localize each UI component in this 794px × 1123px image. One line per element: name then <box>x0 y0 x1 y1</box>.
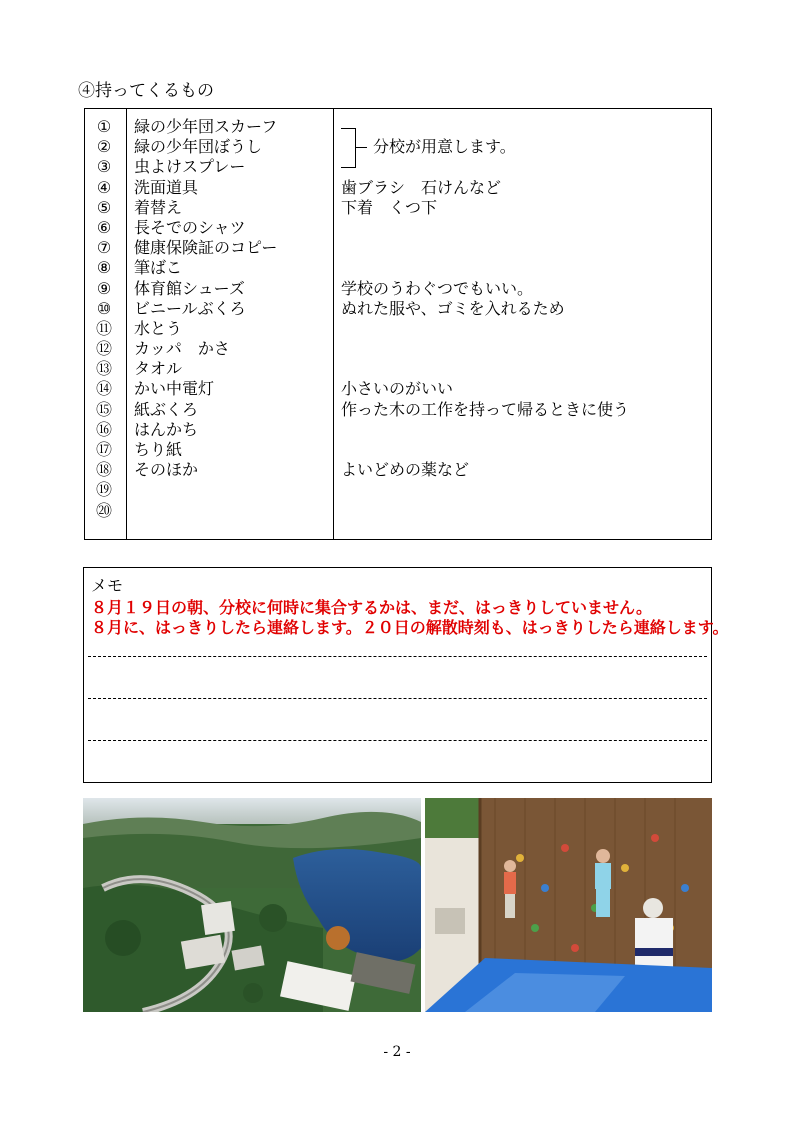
item-note <box>341 359 707 379</box>
item-name: 紙ぶくろ <box>134 399 199 419</box>
item-number: ⑦ <box>96 238 112 258</box>
aerial-photo-illustration <box>83 798 421 1012</box>
item-note: 小さいのがいい <box>341 379 454 399</box>
item-name <box>134 501 334 521</box>
memo-writing-line <box>88 698 707 699</box>
item-name: 虫よけスプレー <box>134 157 246 177</box>
item-note <box>341 117 707 137</box>
item-name: 着替え <box>134 197 183 217</box>
item-number: ⑫ <box>95 339 112 359</box>
item-number: ⑲ <box>95 480 112 500</box>
item-name <box>134 480 334 500</box>
item-note: ぬれた服や、ゴミを入れるため <box>341 298 565 318</box>
item-note: よいどめの薬など <box>341 460 470 480</box>
item-number: ⑨ <box>96 278 112 298</box>
item-name: カッパ かさ <box>134 339 230 359</box>
item-note <box>341 238 707 258</box>
item-note <box>341 420 707 440</box>
item-note <box>341 218 707 238</box>
item-name: ちり紙 <box>134 440 183 459</box>
item-number: ① <box>96 117 112 136</box>
item-name: そのほか <box>134 460 199 480</box>
item-number: ⑳ <box>95 500 112 520</box>
item-number: ⑧ <box>96 258 112 278</box>
item-number: ⑯ <box>95 419 112 439</box>
item-note: 下着 くつ下 <box>341 197 438 217</box>
table-divider <box>126 109 127 539</box>
item-name: 水とう <box>134 318 183 338</box>
item-note <box>341 137 707 157</box>
item-note <box>341 258 707 278</box>
item-name: 体育館シューズ <box>134 278 245 298</box>
section-heading: ④持ってくるもの <box>78 81 214 101</box>
item-number: ⑰ <box>95 440 112 459</box>
item-name: はんかち <box>134 419 199 439</box>
item-name: 健康保険証のコピー <box>134 238 278 258</box>
item-number: ⑥ <box>96 217 112 237</box>
item-number: ⑮ <box>95 399 112 419</box>
item-name: かい中電灯 <box>134 379 215 399</box>
item-number: ⑤ <box>96 197 112 217</box>
memo-box <box>83 567 729 783</box>
item-name: 緑の少年団スカーフ <box>134 117 278 136</box>
bracket-note: 分校が用意します。 <box>373 137 516 156</box>
memo-line-2: ８月に、はっきりしたら連絡します。２０日の解散時刻も、はっきりしたら連絡します。 <box>91 618 729 637</box>
item-note <box>341 440 707 460</box>
item-number: ② <box>96 137 112 157</box>
item-name: タオル <box>134 359 183 379</box>
item-note <box>341 319 707 339</box>
item-note <box>341 157 707 177</box>
item-number: ⑭ <box>95 379 112 399</box>
item-note <box>341 339 707 359</box>
item-number: ⑱ <box>95 460 112 480</box>
item-name-column <box>134 117 334 521</box>
aerial-facility-photo <box>83 798 421 1012</box>
item-note <box>341 480 707 500</box>
item-note: 歯ブラシ 石けんなど <box>341 177 502 197</box>
item-name: 筆ばこ <box>134 258 183 278</box>
item-number: ⑩ <box>96 298 112 318</box>
items-table <box>84 108 712 540</box>
memo-title: メモ <box>91 576 124 595</box>
memo-writing-line <box>88 656 707 657</box>
memo-writing-line <box>88 740 707 741</box>
item-number-column <box>89 117 119 521</box>
item-number: ⑬ <box>95 359 112 379</box>
page-number: - 2 - <box>383 1044 411 1060</box>
memo-line-1: ８月１９日の朝、分校に何時に集合するかは、まだ、はっきりしていません。 <box>91 598 652 617</box>
item-note: 作った木の工作を持って帰るときに使う <box>341 399 630 419</box>
item-note: 学校のうわぐつでもいい。 <box>341 278 534 298</box>
item-number: ④ <box>96 177 112 197</box>
item-note-column <box>341 117 707 521</box>
item-name: ビニールぶくろ <box>134 298 246 318</box>
climbing-wall-photo <box>425 798 712 1012</box>
item-note <box>341 501 707 521</box>
item-number: ③ <box>96 157 112 177</box>
item-name: 長そでのシャツ <box>134 217 246 237</box>
item-name: 洗面道具 <box>134 177 199 197</box>
climbing-photo-illustration <box>425 798 712 1012</box>
item-number: ⑪ <box>95 318 112 338</box>
item-name: 緑の少年団ぼうし <box>134 137 263 157</box>
